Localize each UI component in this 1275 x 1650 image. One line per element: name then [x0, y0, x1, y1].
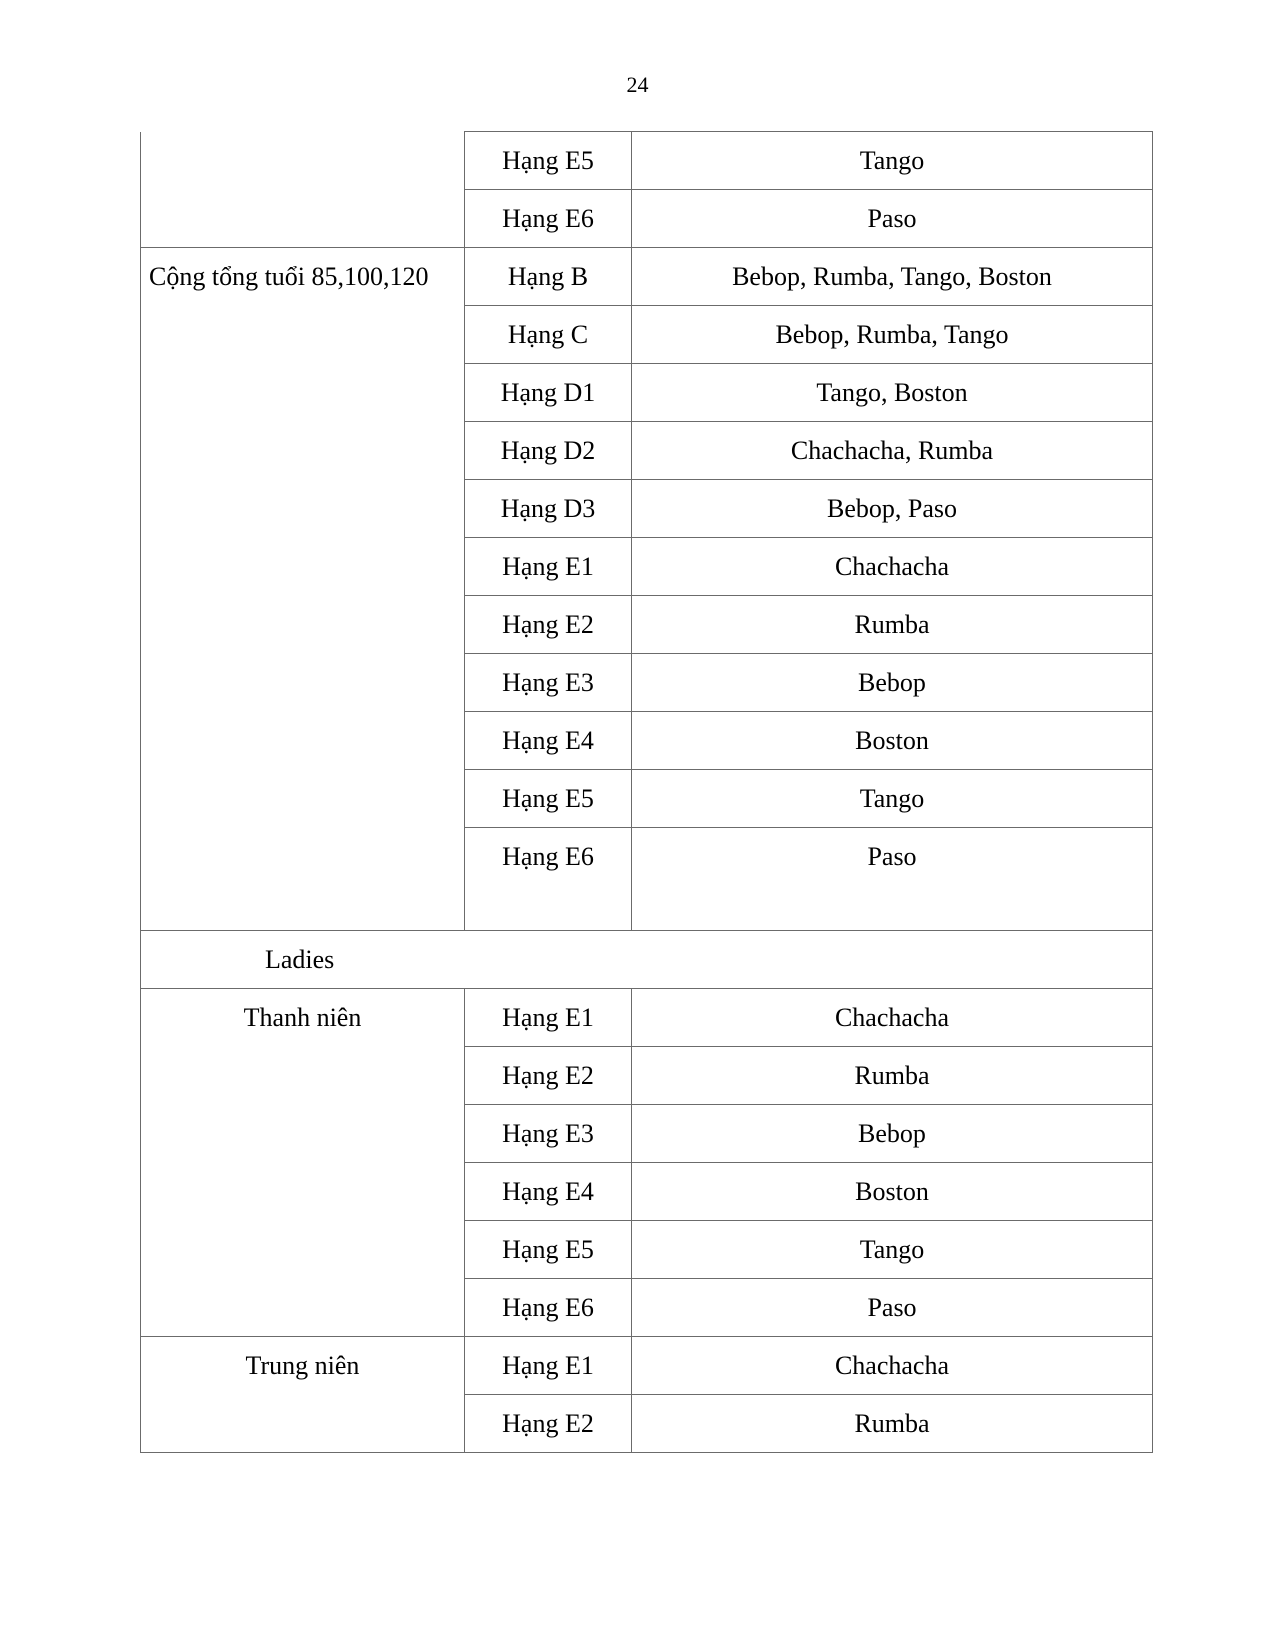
category-cell: Trung niên [141, 1337, 465, 1453]
category-cell: Thanh niên [141, 989, 465, 1337]
rank-cell: Hạng E1 [465, 1337, 632, 1395]
table-row [141, 989, 1153, 1047]
dance-category-table [140, 131, 1153, 1453]
dances-cell: Boston [632, 712, 1153, 770]
category-cell [141, 132, 465, 248]
rank-cell: Hạng E6 [465, 828, 632, 931]
dances-cell: Chachacha [632, 538, 1153, 596]
rank-cell: Hạng D1 [465, 364, 632, 422]
dances-cell: Chachacha [632, 989, 1153, 1047]
table-row [141, 1337, 1153, 1395]
dances-cell: Bebop, Paso [632, 480, 1153, 538]
section-row [141, 931, 1153, 989]
dances-cell: Paso [632, 1279, 1153, 1337]
dances-cell: Tango [632, 132, 1153, 190]
dances-cell: Bebop, Rumba, Tango [632, 306, 1153, 364]
rank-cell: Hạng D3 [465, 480, 632, 538]
section-header: Ladies [141, 931, 1153, 989]
rank-cell: Hạng E1 [465, 538, 632, 596]
category-cell: Cộng tổng tuổi 85,100,120 [141, 248, 465, 931]
dances-cell: Rumba [632, 596, 1153, 654]
page-number: 24 [626, 72, 649, 97]
rank-cell: Hạng E6 [465, 190, 632, 248]
table-row [141, 248, 1153, 306]
rank-cell: Hạng D2 [465, 422, 632, 480]
table-row [141, 132, 1153, 190]
rank-cell: Hạng E2 [465, 596, 632, 654]
rank-cell: Hạng E5 [465, 1221, 632, 1279]
rank-cell: Hạng C [465, 306, 632, 364]
dances-cell: Bebop [632, 1105, 1153, 1163]
rank-cell: Hạng E4 [465, 712, 632, 770]
dances-cell: Rumba [632, 1395, 1153, 1453]
rank-cell: Hạng E3 [465, 654, 632, 712]
dances-cell: Paso [632, 190, 1153, 248]
rank-cell: Hạng E5 [465, 770, 632, 828]
rank-cell: Hạng E1 [465, 989, 632, 1047]
dances-cell: Chachacha, Rumba [632, 422, 1153, 480]
rank-cell: Hạng E2 [465, 1395, 632, 1453]
dances-cell: Chachacha [632, 1337, 1153, 1395]
dances-cell: Bebop [632, 654, 1153, 712]
rank-cell: Hạng E5 [465, 132, 632, 190]
dances-cell: Tango [632, 770, 1153, 828]
rank-cell: Hạng E3 [465, 1105, 632, 1163]
dances-cell: Boston [632, 1163, 1153, 1221]
dances-cell: Paso [632, 828, 1153, 931]
dances-cell: Rumba [632, 1047, 1153, 1105]
rank-cell: Hạng E2 [465, 1047, 632, 1105]
rank-cell: Hạng E4 [465, 1163, 632, 1221]
rank-cell: Hạng B [465, 248, 632, 306]
rank-cell: Hạng E6 [465, 1279, 632, 1337]
dances-cell: Bebop, Rumba, Tango, Boston [632, 248, 1153, 306]
dances-cell: Tango, Boston [632, 364, 1153, 422]
dances-cell: Tango [632, 1221, 1153, 1279]
